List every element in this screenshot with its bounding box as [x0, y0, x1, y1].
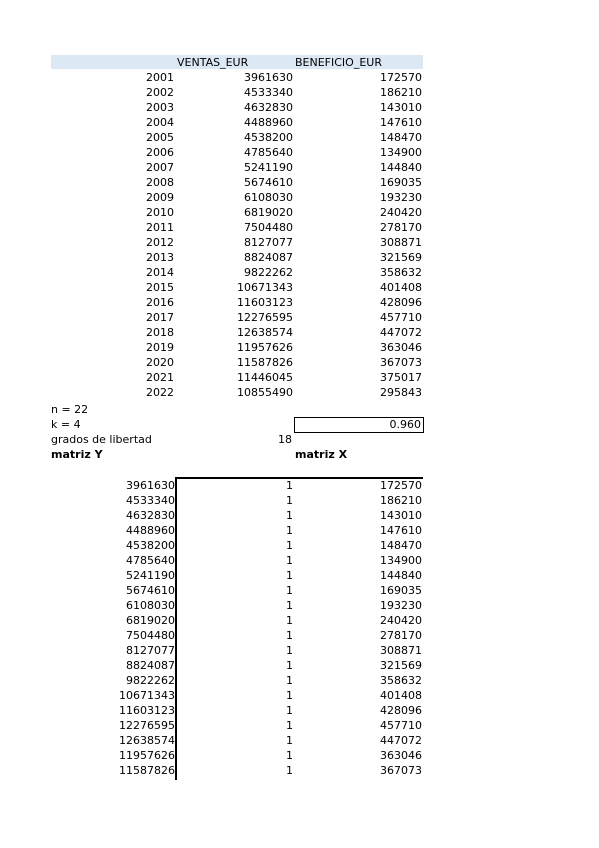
- year-cell: 2014: [146, 266, 174, 279]
- matrix-one-cell: 1: [286, 599, 293, 612]
- ventas-cell: 11957626: [237, 341, 293, 354]
- grados-libertad-value: 18: [278, 433, 292, 446]
- year-cell: 2009: [146, 191, 174, 204]
- ventas-cell: 12276595: [237, 311, 293, 324]
- matrix-one-cell: 1: [286, 569, 293, 582]
- beneficio-cell: 295843: [380, 386, 422, 399]
- table-row: [0, 220, 599, 235]
- beneficio-cell: 401408: [380, 281, 422, 294]
- matrix-one-cell: 1: [286, 614, 293, 627]
- table-row: [0, 85, 599, 100]
- table-row: [0, 295, 599, 310]
- beneficio-cell: 457710: [380, 311, 422, 324]
- year-cell: 2012: [146, 236, 174, 249]
- grados-libertad-label: grados de libertad: [51, 433, 152, 446]
- table-row: [0, 100, 599, 115]
- matrix-x-cell: 143010: [380, 509, 422, 522]
- matrix-row: [0, 553, 599, 568]
- matrix-x-cell: 240420: [380, 614, 422, 627]
- matrix-x-cell: 358632: [380, 674, 422, 687]
- matrix-one-cell: 1: [286, 719, 293, 732]
- year-cell: 2021: [146, 371, 174, 384]
- n-label: n = 22: [51, 403, 89, 416]
- year-cell: 2015: [146, 281, 174, 294]
- matrix-x-cell: 457710: [380, 719, 422, 732]
- year-cell: 2018: [146, 326, 174, 339]
- ventas-cell: 4533340: [244, 86, 293, 99]
- matrix-one-cell: 1: [286, 584, 293, 597]
- beneficio-cell: 428096: [380, 296, 422, 309]
- beneficio-cell: 240420: [380, 206, 422, 219]
- year-cell: 2010: [146, 206, 174, 219]
- matrix-y-cell: 12276595: [119, 719, 175, 732]
- ventas-cell: 10855490: [237, 386, 293, 399]
- ventas-cell: 4785640: [244, 146, 293, 159]
- matrix-row: [0, 748, 599, 763]
- matrix-row: [0, 658, 599, 673]
- year-cell: 2008: [146, 176, 174, 189]
- table-row: [0, 325, 599, 340]
- ventas-cell: 6108030: [244, 191, 293, 204]
- table-row: [0, 385, 599, 400]
- table-row: [0, 355, 599, 370]
- matrix-row: [0, 673, 599, 688]
- ventas-cell: 6819020: [244, 206, 293, 219]
- ventas-cell: 4488960: [244, 116, 293, 129]
- beneficio-cell: 172570: [380, 71, 422, 84]
- matrix-y-cell: 3961630: [126, 479, 175, 492]
- beneficio-cell: 308871: [380, 236, 422, 249]
- matrix-x-cell: 363046: [380, 749, 422, 762]
- matrix-row: [0, 763, 599, 778]
- beneficio-cell: 193230: [380, 191, 422, 204]
- matrix-row: [0, 703, 599, 718]
- matrix-x-cell: 428096: [380, 704, 422, 717]
- matrix-row: [0, 523, 599, 538]
- year-cell: 2016: [146, 296, 174, 309]
- matrix-one-cell: 1: [286, 704, 293, 717]
- matrix-one-cell: 1: [286, 494, 293, 507]
- ventas-cell: 8127077: [244, 236, 293, 249]
- matrix-one-cell: 1: [286, 764, 293, 777]
- matrix-y-cell: 4533340: [126, 494, 175, 507]
- year-cell: 2003: [146, 101, 174, 114]
- table-row: [0, 250, 599, 265]
- year-cell: 2005: [146, 131, 174, 144]
- year-cell: 2019: [146, 341, 174, 354]
- table-row: [0, 115, 599, 130]
- matrix-one-cell: 1: [286, 629, 293, 642]
- beneficio-cell: 321569: [380, 251, 422, 264]
- matrix-y-cell: 10671343: [119, 689, 175, 702]
- matrix-y-cell: 4632830: [126, 509, 175, 522]
- matrix-y-title: matriz Y: [51, 448, 103, 461]
- table-row: [0, 145, 599, 160]
- matrix-row: [0, 538, 599, 553]
- matrix-x-cell: 169035: [380, 584, 422, 597]
- year-cell: 2001: [146, 71, 174, 84]
- matrix-one-cell: 1: [286, 479, 293, 492]
- matrix-row: [0, 628, 599, 643]
- year-cell: 2007: [146, 161, 174, 174]
- matrix-y-cell: 6819020: [126, 614, 175, 627]
- matrix-row: [0, 478, 599, 493]
- year-cell: 2017: [146, 311, 174, 324]
- matrix-row: [0, 718, 599, 733]
- matrix-y-cell: 9822262: [126, 674, 175, 687]
- matrix-one-cell: 1: [286, 539, 293, 552]
- matrix-y-cell: 8127077: [126, 644, 175, 657]
- matrix-x-cell: 367073: [380, 764, 422, 777]
- k-label: k = 4: [51, 418, 81, 431]
- table-row: [0, 160, 599, 175]
- table-row: [0, 190, 599, 205]
- table-row: [0, 70, 599, 85]
- ventas-cell: 10671343: [237, 281, 293, 294]
- ventas-cell: 7504480: [244, 221, 293, 234]
- matrix-row: [0, 568, 599, 583]
- ventas-cell: 11587826: [237, 356, 293, 369]
- header-beneficio: BENEFICIO_EUR: [295, 56, 382, 69]
- matrix-x-cell: 186210: [380, 494, 422, 507]
- matrix-y-cell: 6108030: [126, 599, 175, 612]
- matrix-y-cell: 11587826: [119, 764, 175, 777]
- beneficio-cell: 278170: [380, 221, 422, 234]
- ventas-cell: 11603123: [237, 296, 293, 309]
- matrix-x-cell: 401408: [380, 689, 422, 702]
- table-row: [0, 265, 599, 280]
- matrix-row: [0, 688, 599, 703]
- beneficio-cell: 363046: [380, 341, 422, 354]
- ventas-cell: 9822262: [244, 266, 293, 279]
- ventas-cell: 5241190: [244, 161, 293, 174]
- matrix-y-cell: 5241190: [126, 569, 175, 582]
- beneficio-cell: 358632: [380, 266, 422, 279]
- header-ventas: VENTAS_EUR: [177, 56, 249, 69]
- table-row: [0, 280, 599, 295]
- matrix-one-cell: 1: [286, 734, 293, 747]
- matrix-y-cell: 5674610: [126, 584, 175, 597]
- beneficio-cell: 143010: [380, 101, 422, 114]
- matrix-y-cell: 4488960: [126, 524, 175, 537]
- ventas-cell: 12638574: [237, 326, 293, 339]
- ventas-cell: 5674610: [244, 176, 293, 189]
- matrix-x-cell: 321569: [380, 659, 422, 672]
- table-row: [0, 235, 599, 250]
- ventas-cell: 3961630: [244, 71, 293, 84]
- matrix-y-cell: 7504480: [126, 629, 175, 642]
- beneficio-cell: 375017: [380, 371, 422, 384]
- year-cell: 2002: [146, 86, 174, 99]
- matrix-one-cell: 1: [286, 689, 293, 702]
- matrix-x-cell: 172570: [380, 479, 422, 492]
- beneficio-cell: 186210: [380, 86, 422, 99]
- ventas-cell: 11446045: [237, 371, 293, 384]
- ventas-cell: 8824087: [244, 251, 293, 264]
- matrix-x-cell: 308871: [380, 644, 422, 657]
- beneficio-cell: 447072: [380, 326, 422, 339]
- year-cell: 2004: [146, 116, 174, 129]
- year-cell: 2006: [146, 146, 174, 159]
- beneficio-cell: 148470: [380, 131, 422, 144]
- year-cell: 2022: [146, 386, 174, 399]
- table-row: [0, 340, 599, 355]
- matrix-y-cell: 11603123: [119, 704, 175, 717]
- beneficio-cell: 169035: [380, 176, 422, 189]
- year-cell: 2011: [146, 221, 174, 234]
- table-row: [0, 130, 599, 145]
- matrix-x-cell: 134900: [380, 554, 422, 567]
- matrix-one-cell: 1: [286, 644, 293, 657]
- matrix-row: [0, 733, 599, 748]
- matrix-row: [0, 583, 599, 598]
- matrix-x-cell: 147610: [380, 524, 422, 537]
- table-row: [0, 205, 599, 220]
- matrix-x-cell: 144840: [380, 569, 422, 582]
- matrix-y-cell: 8824087: [126, 659, 175, 672]
- ventas-cell: 4538200: [244, 131, 293, 144]
- matrix-one-cell: 1: [286, 554, 293, 567]
- matrix-x-title: matriz X: [295, 448, 348, 461]
- beneficio-cell: 134900: [380, 146, 422, 159]
- matrix-y-cell: 11957626: [119, 749, 175, 762]
- matrix-y-cell: 4785640: [126, 554, 175, 567]
- matrix-one-cell: 1: [286, 524, 293, 537]
- matrix-row: [0, 493, 599, 508]
- matrix-y-cell: 12638574: [119, 734, 175, 747]
- matrix-x-cell: 148470: [380, 539, 422, 552]
- year-cell: 2013: [146, 251, 174, 264]
- table-row: [0, 310, 599, 325]
- matrix-row: [0, 643, 599, 658]
- year-cell: 2020: [146, 356, 174, 369]
- matrix-one-cell: 1: [286, 749, 293, 762]
- beneficio-cell: 367073: [380, 356, 422, 369]
- matrix-x-cell: 447072: [380, 734, 422, 747]
- matrix-row: [0, 508, 599, 523]
- result-value: 0.960: [389, 418, 421, 431]
- ventas-cell: 4632830: [244, 101, 293, 114]
- matrix-row: [0, 613, 599, 628]
- matrix-x-cell: 278170: [380, 629, 422, 642]
- matrix-one-cell: 1: [286, 674, 293, 687]
- table-row: [0, 175, 599, 190]
- matrix-x-cell: 193230: [380, 599, 422, 612]
- matrix-y-cell: 4538200: [126, 539, 175, 552]
- matrix-one-cell: 1: [286, 509, 293, 522]
- beneficio-cell: 147610: [380, 116, 422, 129]
- beneficio-cell: 144840: [380, 161, 422, 174]
- matrix-row: [0, 598, 599, 613]
- matrix-one-cell: 1: [286, 659, 293, 672]
- table-row: [0, 370, 599, 385]
